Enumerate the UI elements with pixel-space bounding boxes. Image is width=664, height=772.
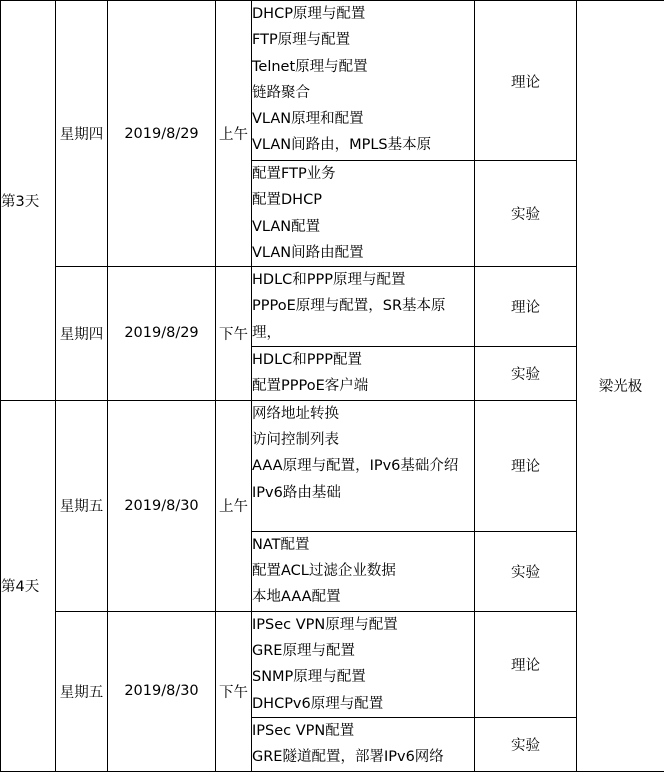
period-cell: 上午: [216, 400, 252, 611]
date-cell: 2019/8/29: [108, 1, 216, 267]
topic-line: 本地AAA配置: [252, 584, 474, 610]
period-cell: 上午: [216, 1, 252, 267]
table-row: [1, 611, 664, 717]
weekday-cell: 星期五: [56, 400, 108, 611]
topics-cell: [252, 267, 475, 347]
topic-line: 配置ACL过滤企业数据: [252, 558, 474, 584]
block-type-cell: 理论: [475, 267, 577, 347]
topic-line: HDLC和PPP原理与配置: [252, 267, 474, 293]
topic-line: 配置FTP业务: [252, 161, 474, 187]
table-row: [1, 1, 664, 161]
topic-line: 网络地址转换: [252, 401, 474, 427]
topic-line: PPPoE原理与配置，SR基本原: [252, 293, 474, 319]
topics-cell: [252, 717, 475, 771]
topic-line: 配置DHCP: [252, 187, 474, 213]
topic-line: DHCP原理与配置: [252, 1, 474, 27]
topics-cell: [252, 161, 475, 267]
period-cell: 下午: [216, 611, 252, 771]
weekday-cell: 星期四: [56, 1, 108, 267]
weekday-cell: 星期四: [56, 267, 108, 401]
table-row: [1, 267, 664, 347]
topic-line: SNMP原理与配置: [252, 664, 474, 690]
topic-line: VLAN配置: [252, 214, 474, 240]
block-type-cell: 实验: [475, 347, 577, 401]
date-cell: 2019/8/29: [108, 267, 216, 401]
topic-line: 链路聚合: [252, 80, 474, 106]
topic-line: GRE原理与配置: [252, 638, 474, 664]
block-type-cell: 理论: [475, 400, 577, 531]
topic-line: VLAN间路由，MPLS基本原: [252, 132, 474, 158]
topic-line: DHCPv6原理与配置: [252, 691, 474, 717]
topic-line: VLAN间路由配置: [252, 240, 474, 266]
topic-line: AAA原理与配置，IPv6基础介绍: [252, 453, 474, 479]
topic-line: 配置PPPoE客户端: [252, 373, 474, 399]
topics-cell: [252, 400, 475, 531]
topic-line: 访问控制列表: [252, 427, 474, 453]
topic-line: GRE隧道配置，部署IPv6网络: [252, 744, 474, 770]
topics-cell: [252, 611, 475, 717]
topics-cell: [252, 347, 475, 401]
topic-line: Telnet原理与配置: [252, 54, 474, 80]
date-cell: 2019/8/30: [108, 611, 216, 771]
topic-line: HDLC和PPP配置: [252, 347, 474, 373]
topic-line: FTP原理与配置: [252, 27, 474, 53]
day-label-cell: 第3天: [1, 1, 56, 401]
period-cell: 下午: [216, 267, 252, 401]
block-type-cell: 理论: [475, 611, 577, 717]
block-type-cell: 实验: [475, 717, 577, 771]
instructor-cell: 梁光极: [577, 1, 664, 772]
date-cell: 2019/8/30: [108, 400, 216, 611]
topic-line: IPSec VPN原理与配置: [252, 612, 474, 638]
table-row: [1, 400, 664, 531]
day-label-cell: 第4天: [1, 400, 56, 771]
topics-cell: [252, 531, 475, 611]
topic-line: 理，: [252, 320, 474, 346]
block-type-cell: 实验: [475, 531, 577, 611]
topic-line: IPSec VPN配置: [252, 718, 474, 744]
block-type-cell: 理论: [475, 1, 577, 161]
topic-line: IPv6路由基础: [252, 480, 474, 506]
topic-line: NAT配置: [252, 532, 474, 558]
weekday-cell: 星期五: [56, 611, 108, 771]
block-type-cell: 实验: [475, 161, 577, 267]
topic-line: VLAN原理和配置: [252, 106, 474, 132]
topics-cell: [252, 1, 475, 161]
